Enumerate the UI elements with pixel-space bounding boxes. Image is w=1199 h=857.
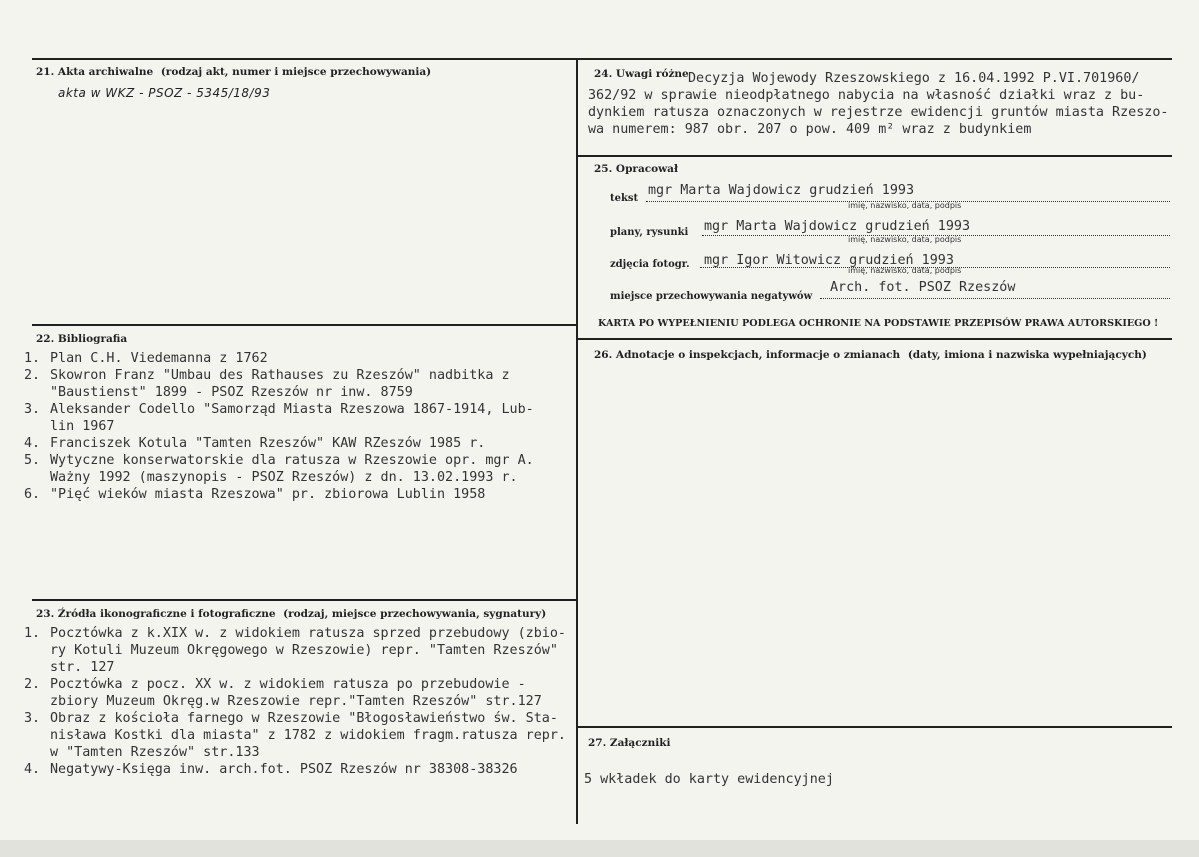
field-tekst-caption: imię, nazwisko, data, podpis [848, 201, 962, 210]
rule-22-23 [32, 599, 578, 601]
section-24-line: wa numerem: 987 obr. 207 o pow. 409 m² wraz z budynkiem [588, 122, 1032, 137]
section-23-sublabel: (rodzaj, miejsce przechowywania, sygnatury) [283, 608, 547, 620]
list-item [24, 418, 534, 435]
list-item-text: str. 127 [50, 660, 115, 675]
list-item-number: 1. [24, 626, 41, 641]
list-item [24, 401, 534, 418]
top-rule [32, 58, 1172, 60]
list-item [24, 435, 534, 452]
field-tekst-value: mgr Marta Wajdowicz grudzień 1993 [648, 183, 915, 198]
list-item-text: Negatywy-Księga inw. arch.fot. PSOZ Rzeszów nr 38308-38326 [50, 762, 518, 777]
list-item [24, 727, 566, 744]
field-negatives-location-value: Arch. fot. PSOZ Rzeszów [830, 280, 1016, 295]
list-item-number: 2. [24, 368, 41, 383]
section-26-label: 26. Adnotacje o inspekcjach, informacje o zmianach [594, 349, 901, 361]
list-item [24, 744, 566, 761]
list-item-number: 2. [24, 677, 41, 692]
list-item-text: Wytyczne konserwatorskie dla ratusza w Rzeszowie opr. mgr A. [50, 453, 534, 468]
card-bottom-edge [0, 840, 1199, 857]
list-item-text: Franciszek Kotula "Tamten Rzeszów" KAW RZeszów 1985 r. [50, 436, 486, 451]
section-24-line: 362/92 w sprawie nieodpłatnego nabycia na własność działki wraz z bu- [588, 88, 1145, 103]
field-negatives-location-label: miejsce przechowywania negatywów [610, 291, 813, 302]
list-item [24, 469, 534, 486]
list-item-number [24, 693, 50, 710]
section-24-text [588, 70, 1168, 138]
list-item [24, 642, 566, 659]
list-item [24, 659, 566, 676]
list-item-number: 4. [24, 762, 41, 777]
list-item-text: Plan C.H. Viedemanna z 1762 [50, 351, 268, 366]
section-21-handwritten-note: akta w WKZ - PSOZ - 5345/18/93 [58, 86, 271, 100]
list-item-number: 4. [24, 436, 41, 451]
list-item-number [24, 659, 50, 676]
list-item [24, 384, 534, 401]
section-22-heading: 22. Bibliografia [36, 333, 128, 345]
list-item [24, 761, 566, 778]
list-item-number: 6. [24, 487, 41, 502]
section-25-heading: 25. Opracował [594, 163, 679, 175]
list-item-text: "Pięć wieków miasta Rzeszowa" pr. zbiorowa Lublin 1958 [50, 487, 486, 502]
list-item-number: 3. [24, 711, 41, 726]
section-23-heading [36, 608, 546, 620]
section-21-sublabel: (rodzaj akt, numer i miejsce przechowywania) [160, 66, 432, 78]
iconography-list [24, 625, 566, 778]
section-21-label: 21. Akta archiwalne [36, 66, 154, 78]
field-zdjecia-label: zdjęcia fotogr. [610, 259, 690, 270]
field-zdjecia-caption: imię, nazwisko, data, podpis [848, 266, 962, 275]
list-item-number [24, 727, 50, 744]
list-item-text: Ważny 1992 (maszynopis - PSOZ Rzeszów) z dn. 13.02.1993 r. [50, 470, 518, 485]
list-item-number [24, 418, 50, 435]
list-item [24, 693, 566, 710]
field-plany-value: mgr Marta Wajdowicz grudzień 1993 [704, 219, 971, 234]
section-24-line: Decyzja Wojewody Rzeszowskiego z 16.04.1992 P.VI.701960/ [688, 71, 1140, 86]
section-23-label: 23. Źródła ikonograficzne i fotograficzne [36, 608, 276, 620]
bibliography-list [24, 350, 534, 503]
list-item [24, 452, 534, 469]
list-item-number: 5. [24, 453, 41, 468]
section-24-heading: 24. Uwagi różne [594, 68, 689, 80]
list-item [24, 676, 566, 693]
list-item-text: w "Tamten Rzeszów" str.133 [50, 745, 260, 760]
section-27-heading: 27. Załączniki [588, 737, 671, 749]
section-26-heading [594, 349, 1147, 361]
rule-24-25 [578, 155, 1172, 157]
list-item-text: Pocztówka z k.XIX w. z widokiem ratusza sprzed przebudowy (zbio- [50, 626, 566, 641]
list-item [24, 486, 534, 503]
list-item-text: Obraz z kościoła farnego w Rzeszowie "Błogosławieństwo św. Sta- [50, 711, 558, 726]
section-27-value: 5 wkładek do karty ewidencyjnej [584, 772, 834, 787]
rule-21-22 [32, 324, 578, 326]
list-item-number [24, 384, 50, 401]
field-tekst-label: tekst [610, 193, 639, 204]
list-item-text: "Baustienst" 1899 - PSOZ Rzeszów nr inw. 8759 [50, 385, 413, 400]
list-item-text: Pocztówka z pocz. XX w. z widokiem ratusza po przebudowie - [50, 677, 526, 692]
field-plany-label: plany, rysunki [610, 227, 689, 238]
center-divider [576, 58, 578, 824]
field-negatives-location-dotted-line [820, 298, 1170, 299]
rule-26-27 [578, 726, 1172, 728]
list-item [24, 625, 566, 642]
list-item [24, 350, 534, 367]
list-item-number [24, 469, 50, 486]
copyright-notice: KARTA PO WYPEŁNIENIU PODLEGA OCHRONIE NA PODSTAWIE PRZEPISÓW PRAWA AUTORSKIEGO ! [598, 318, 1159, 329]
list-item-number: 3. [24, 402, 41, 417]
rule-25-26 [578, 338, 1172, 340]
list-item-number: 1. [24, 351, 41, 366]
list-item-text: lin 1967 [50, 419, 115, 434]
section-26-sublabel: (daty, imiona i nazwiska wypełniających) [907, 349, 1147, 361]
list-item-text: ry Kotuli Muzeum Okręgowego w Rzeszowie) repr. "Tamten Rzeszów" [50, 643, 558, 658]
section-24-line: dynkiem ratusza oznaczonych w rejestrze ewidencji gruntów miasta Rzeszo- [588, 105, 1169, 120]
list-item-number [24, 744, 50, 761]
list-item-text: Skowron Franz "Umbau des Rathauses zu Rzeszów" nadbitka z [50, 368, 510, 383]
list-item-text: zbiory Muzeum Okręg.w Rzeszowie repr."Tamten Rzeszów" str.127 [50, 694, 542, 709]
list-item [24, 710, 566, 727]
list-item-text: Aleksander Codello "Samorząd Miasta Rzeszowa 1867-1914, Lub- [50, 402, 534, 417]
field-plany-caption: imię, nazwisko, data, podpis [848, 235, 962, 244]
list-item-number [24, 642, 50, 659]
field-zdjecia-value: mgr Igor Witowicz grudzień 1993 [704, 253, 954, 268]
list-item-text: nisława Kostki dla miasta" z 1782 z widokiem fragm.ratusza repr. [50, 728, 566, 743]
section-21-heading [36, 66, 431, 78]
list-item [24, 367, 534, 384]
